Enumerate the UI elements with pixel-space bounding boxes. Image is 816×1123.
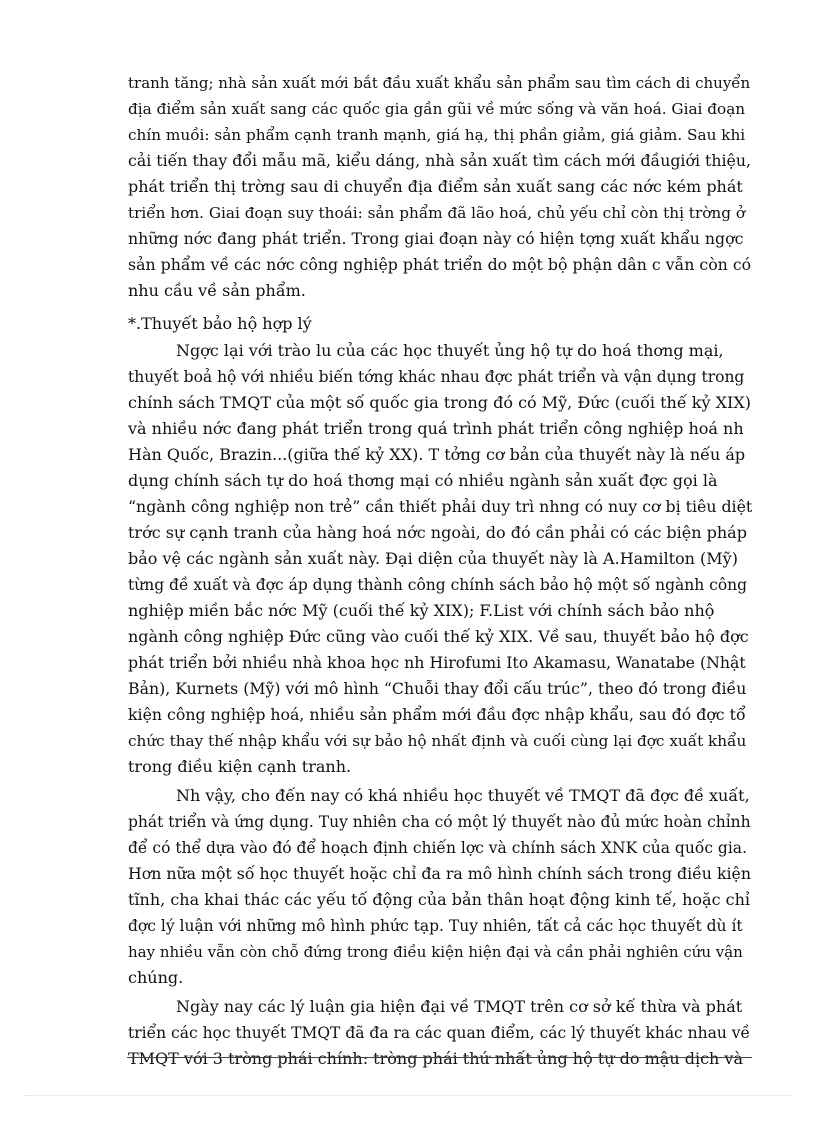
text-line: phát triển thị trờng sau di chuyển địa điểm sản xuất sang các nớc kém phát [128, 177, 743, 196]
text-line: phát triển bởi nhiều nhà khoa học nh Hirofumi Ito Akamasu, Wanatabe (Nhật [128, 653, 746, 672]
text-line: nhu cầu về sản phẩm. [128, 281, 306, 300]
text-line: Ngày nay các lý luận gia hiện đại về TMQT trên cơ sở kế thừa và phát [176, 997, 743, 1016]
text-line: Bản), Kurnets (Mỹ) với mô hình “Chuỗi thay đổi cấu trúc”, theo đó trong điều [128, 679, 747, 698]
text-line: chức thay thế nhập khẩu với sự bảo hộ nhất định và cuối cùng lại đợc xuất khẩu [128, 732, 747, 750]
text-line: Ngợc lại với trào lu của các học thuyết ủng hộ tự do hoá thơng mại, [176, 341, 724, 360]
text-line: kiện công nghiệp hoá, nhiều sản phẩm mới đầu đợc nhập khẩu, sau đó đợc tổ [128, 705, 746, 724]
text-line: chúng. [128, 968, 184, 987]
text-line: sản phẩm về các nớc công nghiệp phát triển do một bộ phận dân c vẫn còn có [128, 255, 752, 274]
text-line: TMQT với 3 trờng phái chính: trờng phái thứ nhất ủng hộ tự do mậu dịch và [128, 1049, 743, 1068]
text-line: “ngành công nghiệp non trẻ” cần thiết phải duy trì nhng có nuy cơ bị tiêu diệt [128, 497, 753, 516]
footer-rule [127, 1057, 752, 1058]
text-line: trớc sự cạnh tranh của hàng hoá nớc ngoài, do đó cần phải có các biện pháp [128, 523, 747, 542]
text-line: để có thể dựa vào đó để hoạch định chiến lợc và chính sách XNK của quốc gia. [128, 839, 747, 857]
text-line: chín muồi: sản phẩm cạnh tranh mạnh, giá hạ, thị phần giảm, giá giảm. Sau khi [128, 126, 746, 144]
text-line: địa điểm sản xuất sang các quốc gia gần gũi về mức sống và văn hoá. Giai đoạn [128, 100, 746, 118]
text-line: triển các học thuyết TMQT đã đa ra các quan điểm, các lý thuyết khác nhau về [128, 1024, 751, 1042]
text-line: từng đề xuất và đợc áp dụng thành công chính sách bảo hộ một số ngành công [128, 576, 748, 594]
text-line: thuyết boả hộ với nhiều biến tớng khác nhau đợc phát triển và vận dụng trong [128, 368, 745, 386]
text-line: chính sách TMQT của một số quốc gia trong đó có Mỹ, Đức (cuối thế kỷ XIX) [128, 393, 751, 412]
text-line: ngành công nghiệp Đức cũng vào cuối thế kỷ XIX. Về sau, thuyết bảo hộ đợc [128, 627, 749, 646]
text-line: tranh tăng; nhà sản xuất mới bắt đầu xuất khẩu sản phẩm sau tìm cách di chuyển [128, 74, 751, 92]
text-line: những nớc đang phát triển. Trong giai đoạn này có hiện tợng xuất khẩu ngợc [128, 229, 744, 248]
page-edge-divider [24, 1095, 792, 1096]
text-line: hay nhiều vẫn còn chỗ đứng trong điều kiện hiện đại và cần phải nghiên cứu vận [128, 943, 743, 961]
text-line: phát triển và ứng dụng. Tuy nhiên cha có một lý thuyết nào đủ mức hoàn chỉnh [128, 813, 751, 831]
text-line: triển hơn. Giai đoạn suy thoái: sản phẩm đã lão hoá, chủ yếu chỉ còn thị trờng ở [128, 204, 746, 222]
text-line: Nh vậy, cho đến nay có khá nhiều học thuyết về TMQT đã đợc đề xuất, [176, 786, 750, 805]
text-line: trong điều kiện cạnh tranh. [128, 757, 352, 776]
text-line: cải tiến thay đổi mẫu mã, kiểu dáng, nhà sản xuất tìm cách mới đầugiới thiệu, [128, 151, 751, 170]
text-line: và nhiều nớc đang phát triển trong quá trình phát triển công nghiệp hoá nh [128, 419, 744, 438]
text-line: tĩnh, cha khai thác các yếu tố động của bản thân hoạt động kinh tế, hoặc chỉ [128, 890, 750, 909]
text-line: nghiệp miền bắc nớc Mỹ (cuối thế kỷ XIX); F.List với chính sách bảo nhộ [128, 601, 715, 620]
text-line: Hàn Quốc, Brazin...(giữa thế kỷ XX). T tởng cơ bản của thuyết này là nếu áp [128, 445, 746, 464]
text-line: đợc lý luận với những mô hình phức tạp. Tuy nhiên, tất cả các học thuyết dù ít [128, 917, 743, 935]
text-line: bảo vệ các ngành sản xuất này. Đại diện của thuyết này là A.Hamilton (Mỹ) [128, 549, 738, 568]
text-line: Hơn nữa một số học thuyết hoặc chỉ đa ra mô hình chính sách trong điều kiện [128, 864, 751, 883]
text-line: dụng chính sách tự do hoá thơng mại có nhiều ngành sản xuất đợc gọi là [128, 471, 718, 490]
section-heading: *.Thuyết bảo hộ hợp lý [128, 314, 312, 333]
